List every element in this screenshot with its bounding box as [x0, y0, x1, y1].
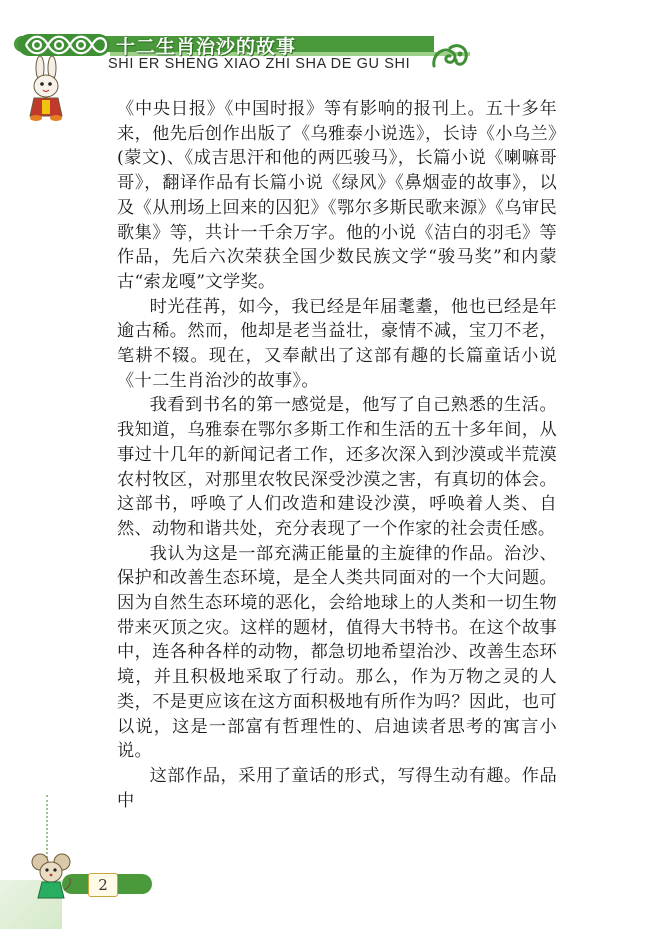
- paragraph: 我认为这是一部充满正能量的主旋律的作品。治沙、保护和改善生态环境，是全人类共同面对的一个大问题。因为自然生态环境的恶化，会给地球上的人类和一切生物带来灭顶之灾。这样的题材，值得大书特书。在这个故事中，连各种各样的动物，都急切地希望治沙、改善生态环境，并且积极地采取了行动。那么，作为万物之灵的人类，不是更应该在这方面积极地有所作为吗？因此，也可以说，这是一部富有哲理性的、启迪读者思考的寓言小说。: [117, 543, 557, 762]
- page-header: [0, 0, 665, 110]
- body-text: [117, 97, 557, 813]
- rabbit-icon: [20, 56, 76, 122]
- page-number: 2: [88, 873, 118, 897]
- cloud-swirl-icon: [430, 40, 470, 72]
- paragraph: 我看到书名的第一感觉是，他写了自己熟悉的生活。我知道，乌雅泰在鄂尔多斯工作和生活的五十多年间，从事过十几年的新闻记者工作，还多次深入到沙漠或半荒漠农村牧区，对那里农牧民深受沙漠之害，有真切的体会。这部书，呼唤了人们改造和建设沙漠，呼唤着人类、自然、动物和谐共处，充分表现了一个作家的社会责任感。: [117, 395, 557, 539]
- book-title: 十二生肖治沙的故事: [116, 36, 297, 58]
- book-title-pinyin: SHI ER SHENG XIAO ZHI SHA DE GU SHI: [108, 56, 411, 72]
- paragraph: 这部作品，采用了童话的形式，写得生动有趣。作品中: [117, 765, 557, 811]
- paragraph: 时光荏苒，如今，我已经是年届耄耋，他也已经是年逾古稀。然而，他却是老当益壮，豪情不减，宝刀不老，笔耕不辍。现在，又奉献出了这部有趣的长篇童话小说《十二生肖治沙的故事》。: [117, 296, 557, 391]
- mouse-icon: [30, 850, 74, 904]
- paragraph: 《中央日报》《中国时报》等有影响的报刊上。五十多年来，他先后创作出版了《乌雅泰小说选》，长诗《小乌兰》(蒙文)、《成吉思汗和他的两匹骏马》，长篇小说《喇嘛哥哥》，翻译作品有长篇小说《绿风》《鼻烟壶的故事》，以及《从刑场上回来的囚犯》《鄂尔多斯民歌来源》《乌审民歌集》等，共计一千余万字。他的小说《洁白的羽毛》等作品，先后六次荣获全国少数民族文学“骏马奖”和内蒙古“索龙嘎”文学奖。: [117, 99, 557, 292]
